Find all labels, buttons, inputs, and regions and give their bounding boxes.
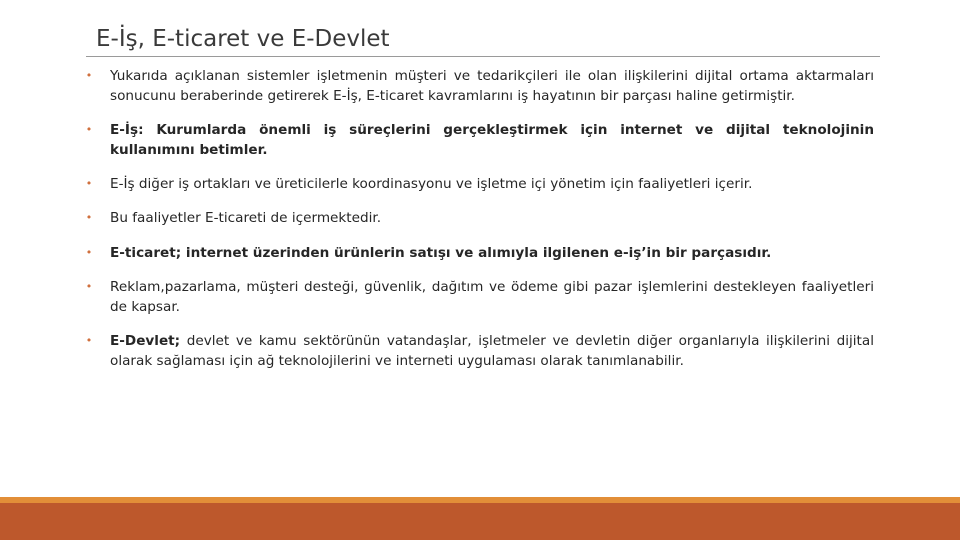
title-divider [86, 56, 880, 57]
bullet-text: E-İş: Kurumlarda önemli iş süreçlerini gerçekleştirmek için internet ve dijital teknolojinin kullanımını betimler. [110, 122, 874, 158]
slide-title: E-İş, E-ticaret ve E-Devlet [96, 26, 390, 52]
bullet-marker: • [85, 280, 93, 293]
bullet-item-e-is-definition [84, 120, 874, 160]
bullet-marker: • [85, 334, 93, 347]
bullet-item-sistemler [84, 66, 874, 106]
bullet-item-e-devlet-definition [84, 331, 874, 371]
bullet-text: Bu faaliyetler E-ticareti de içermektedir. [110, 210, 382, 226]
bullet-text: Reklam,pazarlama, müşteri desteği, güvenlik, dağıtım ve ödeme gibi pazar işlemlerini destekleyen faaliyetleri de kapsar. [110, 279, 874, 315]
bullet-marker: • [85, 123, 93, 136]
bullet-term: E-Devlet; [110, 333, 181, 349]
bullet-marker: • [85, 211, 93, 224]
bullet-item-e-is-coordination [84, 174, 874, 194]
bullet-text: devlet ve kamu sektörünün vatandaşlar, işletmeler ve devletin diğer organlarıyla ilişkilerini dijital olarak sağlaması için ağ teknolojilerini ve interneti uygulaması olarak tanımlanabilir. [110, 333, 874, 369]
bullet-text: E-ticaret; internet üzerinden ürünlerin satışı ve alımıyla ilgilenen e-iş’in bir parçasıdır. [110, 245, 772, 261]
bullet-item-faaliyetler [84, 208, 874, 228]
footer-band [0, 503, 960, 540]
bullet-marker: • [85, 69, 93, 82]
bullet-item-pazar-islemleri [84, 277, 874, 317]
bullet-marker: • [85, 177, 93, 190]
bullet-text: E-İş diğer iş ortakları ve üreticilerle koordinasyonu ve işletme içi yönetim için faaliyetleri içerir. [110, 176, 753, 192]
bullet-marker: • [85, 246, 93, 259]
bullet-item-e-ticaret-definition [84, 243, 874, 263]
bullet-list [84, 66, 874, 371]
bullet-text: Yukarıda açıklanan sistemler işletmenin müşteri ve tedarikçileri ile olan ilişkilerini dijital ortama aktarmaları sonucunu beraberinde getirerek E-İş, E-ticaret kavramlarını iş hayatının bir parçası haline getirmiştir. [110, 68, 874, 104]
